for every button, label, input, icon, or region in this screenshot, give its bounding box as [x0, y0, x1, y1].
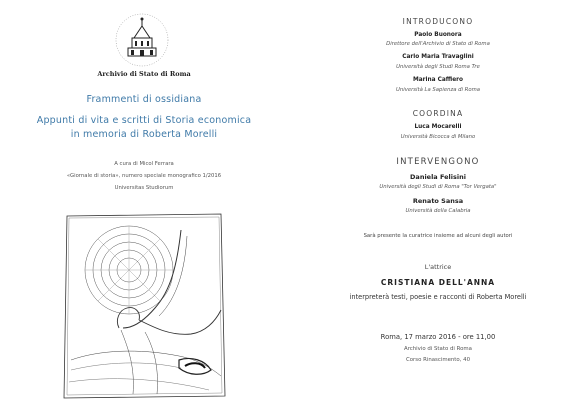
speaker-name: Luca Mocarelli — [414, 124, 462, 130]
book-subtitle-line1: Appunti di vita e scritti di Storia economica — [36, 115, 252, 126]
speaker-affiliation: Università Bicocca di Milano — [400, 134, 476, 140]
speaker-affiliation: Direttore dell'Archivio di Stato di Roma — [386, 41, 490, 47]
speaker-affiliation: Università La Sapienza di Roma — [395, 87, 480, 93]
book-subtitle-line2: in memoria di Roberta Morelli — [70, 129, 218, 140]
intervengono-heading: INTERVENGONO — [396, 157, 480, 167]
publisher: Universitas Studiorum — [114, 185, 174, 191]
venue-name: Archivio di Stato di Roma — [404, 346, 472, 352]
speaker-affiliation: Università degli Studi di Roma "Tor Vergata" — [379, 184, 497, 190]
institution-name: Archivio di Stato di Roma — [97, 70, 191, 78]
speaker-affiliation: Università della Calabria — [405, 208, 471, 214]
speaker-name: Carlo Maria Travaglini — [402, 54, 474, 60]
speaker-name: Renato Sansa — [412, 197, 464, 205]
event-date: Roma, 17 marzo 2016 - ore 11,00 — [380, 333, 496, 341]
speaker-name: Marina Caffiero — [413, 77, 463, 83]
coordina-heading: COORDINA — [412, 109, 464, 118]
performance-description: interpreterà testi, poesie e racconti di Roberta Morelli — [349, 293, 527, 301]
program-panel — [300, 0, 576, 407]
book-title: Frammenti di ossidiana — [86, 94, 202, 105]
actress-name: CRISTIANA DELL'ANNA — [380, 278, 496, 287]
speaker-name: Daniela Felisini — [410, 173, 466, 181]
speaker-affiliation: Università degli Studi Roma Tre — [396, 64, 480, 70]
speaker-name: Paolo Buonora — [414, 32, 462, 38]
actress-label: L'attrice — [424, 263, 452, 271]
archive-seal-logo — [108, 12, 176, 68]
introducono-heading: INTRODUCONO — [402, 17, 474, 26]
series-info: «Giornale di storia», numero speciale monografico 1/2016 — [66, 173, 222, 179]
cover-illustration — [59, 210, 229, 400]
curator-note: Sarà presente la curatrice insieme ad alcuni degli autori — [363, 233, 513, 239]
venue-address: Corso Rinascimento, 40 — [405, 357, 470, 363]
curator: A cura di Micol Ferrara — [114, 161, 174, 167]
